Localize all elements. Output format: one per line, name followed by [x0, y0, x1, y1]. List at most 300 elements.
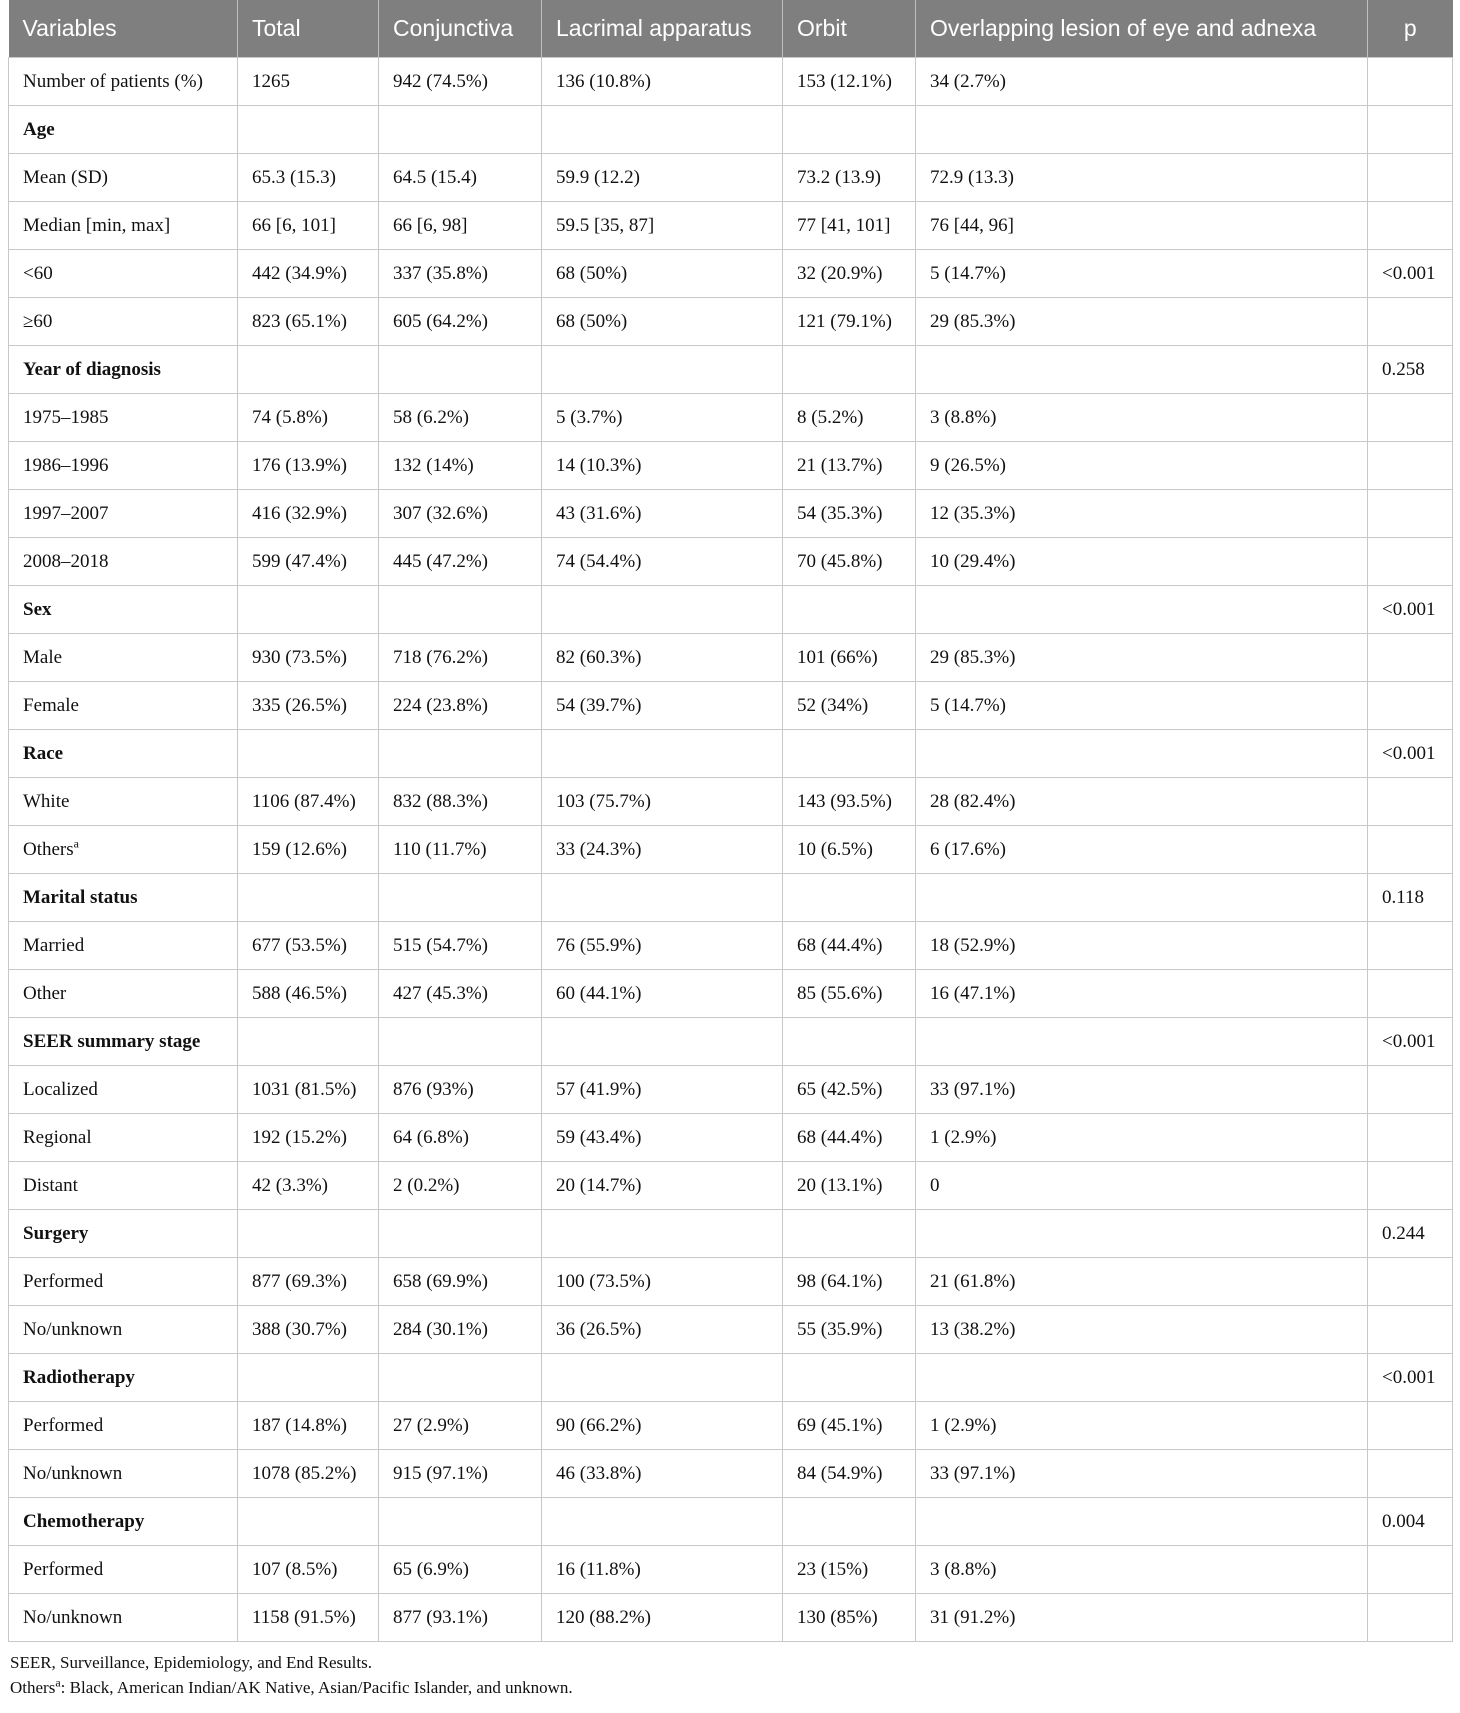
cell-lacrimal-apparatus: 20 (14.7%) — [542, 1162, 783, 1210]
section-row — [9, 586, 1453, 634]
cell-orbit: 55 (35.9%) — [783, 1306, 916, 1354]
cell-orbit: 84 (54.9%) — [783, 1450, 916, 1498]
cell-p-value: 0.118 — [1368, 874, 1453, 922]
cell-lacrimal-apparatus — [542, 346, 783, 394]
cell-p-value — [1368, 154, 1453, 202]
cell-total: 65.3 (15.3) — [238, 154, 379, 202]
cell-total — [238, 730, 379, 778]
cell-conjunctiva: 915 (97.1%) — [379, 1450, 542, 1498]
row-label — [9, 106, 238, 154]
cell-overlapping-lesion — [916, 1018, 1368, 1066]
cell-orbit: 32 (20.9%) — [783, 250, 916, 298]
header-lacrimal-apparatus: Lacrimal apparatus — [542, 0, 783, 58]
cell-orbit: 52 (34%) — [783, 682, 916, 730]
cell-conjunctiva: 605 (64.2%) — [379, 298, 542, 346]
table-row — [9, 1114, 1453, 1162]
cell-p-value — [1368, 298, 1453, 346]
cell-conjunctiva: 515 (54.7%) — [379, 922, 542, 970]
cell-conjunctiva: 942 (74.5%) — [379, 58, 542, 106]
cell-conjunctiva: 427 (45.3%) — [379, 970, 542, 1018]
cell-p-value — [1368, 970, 1453, 1018]
row-label — [9, 1546, 238, 1594]
cell-conjunctiva: 876 (93%) — [379, 1066, 542, 1114]
table-row — [9, 922, 1453, 970]
row-label-text: Performed — [23, 1558, 104, 1580]
table-row — [9, 490, 1453, 538]
section-row — [9, 1018, 1453, 1066]
cell-p-value: <0.001 — [1368, 1018, 1453, 1066]
cell-lacrimal-apparatus — [542, 1498, 783, 1546]
cell-conjunctiva: 58 (6.2%) — [379, 394, 542, 442]
table-row — [9, 1066, 1453, 1114]
cell-overlapping-lesion: 29 (85.3%) — [916, 298, 1368, 346]
cell-conjunctiva: 224 (23.8%) — [379, 682, 542, 730]
cell-overlapping-lesion: 3 (8.8%) — [916, 394, 1368, 442]
row-label — [9, 730, 238, 778]
cell-p-value — [1368, 922, 1453, 970]
table-row — [9, 298, 1453, 346]
cell-conjunctiva: 132 (14%) — [379, 442, 542, 490]
table-row — [9, 154, 1453, 202]
table-row — [9, 202, 1453, 250]
cell-lacrimal-apparatus — [542, 874, 783, 922]
cell-total — [238, 346, 379, 394]
row-label-text: Regional — [23, 1126, 92, 1148]
cell-p-value: <0.001 — [1368, 730, 1453, 778]
cell-overlapping-lesion — [916, 346, 1368, 394]
cell-conjunctiva — [379, 346, 542, 394]
cell-conjunctiva: 337 (35.8%) — [379, 250, 542, 298]
cell-lacrimal-apparatus: 33 (24.3%) — [542, 826, 783, 874]
cell-p-value: <0.001 — [1368, 586, 1453, 634]
cell-overlapping-lesion: 34 (2.7%) — [916, 58, 1368, 106]
table-footnotes — [8, 1650, 1452, 1700]
cell-orbit: 73.2 (13.9) — [783, 154, 916, 202]
header-overlapping-lesion: Overlapping lesion of eye and adnexa — [916, 0, 1368, 58]
cell-p-value: 0.244 — [1368, 1210, 1453, 1258]
row-label — [9, 778, 238, 826]
footnote-others-superscript: a — [55, 1675, 61, 1690]
cell-conjunctiva — [379, 1498, 542, 1546]
cell-total: 388 (30.7%) — [238, 1306, 379, 1354]
cell-total — [238, 1210, 379, 1258]
footnote-others-label: Others — [10, 1678, 56, 1697]
cell-conjunctiva — [379, 586, 542, 634]
row-label-text: Female — [23, 694, 79, 716]
row-label-text: Year of diagnosis — [23, 358, 161, 380]
row-label — [9, 250, 238, 298]
table-container — [8, 0, 1452, 1700]
cell-total: 416 (32.9%) — [238, 490, 379, 538]
table-row — [9, 682, 1453, 730]
row-label — [9, 1162, 238, 1210]
cell-lacrimal-apparatus: 16 (11.8%) — [542, 1546, 783, 1594]
cell-conjunctiva — [379, 730, 542, 778]
cell-lacrimal-apparatus: 5 (3.7%) — [542, 394, 783, 442]
cell-orbit — [783, 1354, 916, 1402]
row-label-text: No/unknown — [23, 1606, 123, 1628]
cell-lacrimal-apparatus: 14 (10.3%) — [542, 442, 783, 490]
cell-total — [238, 1498, 379, 1546]
cell-p-value — [1368, 106, 1453, 154]
cell-p-value — [1368, 538, 1453, 586]
row-label-text: Sex — [23, 598, 52, 620]
cell-total: 335 (26.5%) — [238, 682, 379, 730]
cell-orbit: 77 [41, 101] — [783, 202, 916, 250]
cell-conjunctiva: 284 (30.1%) — [379, 1306, 542, 1354]
cell-p-value — [1368, 1066, 1453, 1114]
cell-total — [238, 586, 379, 634]
row-label — [9, 874, 238, 922]
cell-lacrimal-apparatus: 59.5 [35, 87] — [542, 202, 783, 250]
cell-orbit — [783, 874, 916, 922]
row-label-text: Other — [23, 982, 67, 1004]
cell-p-value — [1368, 1594, 1453, 1642]
cell-conjunctiva: 832 (88.3%) — [379, 778, 542, 826]
cell-orbit: 20 (13.1%) — [783, 1162, 916, 1210]
cell-orbit — [783, 730, 916, 778]
table-row — [9, 442, 1453, 490]
row-label-superscript: a — [73, 836, 79, 851]
row-label-text: Performed — [23, 1414, 104, 1436]
cell-conjunctiva: 66 [6, 98] — [379, 202, 542, 250]
cell-p-value — [1368, 58, 1453, 106]
cell-orbit: 153 (12.1%) — [783, 58, 916, 106]
row-label — [9, 1450, 238, 1498]
cell-p-value — [1368, 1162, 1453, 1210]
cell-lacrimal-apparatus: 46 (33.8%) — [542, 1450, 783, 1498]
cell-total — [238, 1354, 379, 1402]
cell-p-value — [1368, 634, 1453, 682]
cell-overlapping-lesion: 12 (35.3%) — [916, 490, 1368, 538]
footnote-others — [10, 1675, 1452, 1700]
row-label-text: Male — [23, 646, 63, 668]
table-row — [9, 826, 1453, 874]
cell-overlapping-lesion — [916, 874, 1368, 922]
row-label — [9, 1498, 238, 1546]
row-label — [9, 826, 238, 874]
row-label-text: Performed — [23, 1270, 104, 1292]
cell-orbit — [783, 346, 916, 394]
cell-orbit: 65 (42.5%) — [783, 1066, 916, 1114]
cell-total: 187 (14.8%) — [238, 1402, 379, 1450]
header-conjunctiva: Conjunctiva — [379, 0, 542, 58]
cell-overlapping-lesion — [916, 1210, 1368, 1258]
cell-total: 588 (46.5%) — [238, 970, 379, 1018]
table-header — [9, 0, 1453, 58]
cell-conjunctiva: 64.5 (15.4) — [379, 154, 542, 202]
cell-lacrimal-apparatus: 36 (26.5%) — [542, 1306, 783, 1354]
cell-p-value — [1368, 1546, 1453, 1594]
row-label-text: 1997–2007 — [23, 502, 109, 524]
cell-conjunctiva: 27 (2.9%) — [379, 1402, 542, 1450]
cell-total: 42 (3.3%) — [238, 1162, 379, 1210]
cell-orbit — [783, 106, 916, 154]
cell-overlapping-lesion: 33 (97.1%) — [916, 1066, 1368, 1114]
cell-lacrimal-apparatus — [542, 1354, 783, 1402]
row-label — [9, 1306, 238, 1354]
cell-conjunctiva: 877 (93.1%) — [379, 1594, 542, 1642]
row-label-text: No/unknown — [23, 1318, 123, 1340]
row-label-text: Number of patients (%) — [23, 70, 203, 92]
cell-p-value — [1368, 442, 1453, 490]
cell-p-value — [1368, 1450, 1453, 1498]
cell-p-value — [1368, 1402, 1453, 1450]
cell-total: 176 (13.9%) — [238, 442, 379, 490]
cell-orbit: 21 (13.7%) — [783, 442, 916, 490]
table-row — [9, 58, 1453, 106]
row-label-text: Married — [23, 934, 85, 956]
cell-overlapping-lesion: 1 (2.9%) — [916, 1114, 1368, 1162]
cell-total: 1106 (87.4%) — [238, 778, 379, 826]
table-row — [9, 1450, 1453, 1498]
cell-orbit — [783, 1018, 916, 1066]
cell-overlapping-lesion — [916, 730, 1368, 778]
cell-lacrimal-apparatus: 120 (88.2%) — [542, 1594, 783, 1642]
cell-total: 159 (12.6%) — [238, 826, 379, 874]
cell-orbit: 130 (85%) — [783, 1594, 916, 1642]
header-row — [9, 0, 1453, 58]
cell-overlapping-lesion: 29 (85.3%) — [916, 634, 1368, 682]
cell-p-value — [1368, 682, 1453, 730]
row-label — [9, 1066, 238, 1114]
row-label — [9, 154, 238, 202]
cell-lacrimal-apparatus — [542, 1210, 783, 1258]
cell-lacrimal-apparatus: 76 (55.9%) — [542, 922, 783, 970]
row-label-text: 1986–1996 — [23, 454, 109, 476]
patient-characteristics-table — [8, 0, 1453, 1642]
table-row — [9, 778, 1453, 826]
header-p-value: p — [1368, 0, 1453, 58]
cell-overlapping-lesion: 1 (2.9%) — [916, 1402, 1368, 1450]
cell-overlapping-lesion: 5 (14.7%) — [916, 682, 1368, 730]
cell-p-value — [1368, 778, 1453, 826]
cell-lacrimal-apparatus: 57 (41.9%) — [542, 1066, 783, 1114]
header-orbit: Orbit — [783, 0, 916, 58]
table-row — [9, 970, 1453, 1018]
cell-orbit: 85 (55.6%) — [783, 970, 916, 1018]
cell-lacrimal-apparatus: 60 (44.1%) — [542, 970, 783, 1018]
cell-total: 930 (73.5%) — [238, 634, 379, 682]
row-label — [9, 58, 238, 106]
table-row — [9, 394, 1453, 442]
cell-lacrimal-apparatus: 54 (39.7%) — [542, 682, 783, 730]
row-label — [9, 346, 238, 394]
cell-lacrimal-apparatus: 59.9 (12.2) — [542, 154, 783, 202]
cell-overlapping-lesion: 16 (47.1%) — [916, 970, 1368, 1018]
table-row — [9, 1546, 1453, 1594]
cell-p-value — [1368, 1306, 1453, 1354]
row-label-text: Median [min, max] — [23, 214, 171, 236]
cell-total — [238, 106, 379, 154]
cell-overlapping-lesion: 13 (38.2%) — [916, 1306, 1368, 1354]
cell-orbit — [783, 1498, 916, 1546]
cell-orbit: 143 (93.5%) — [783, 778, 916, 826]
row-label — [9, 202, 238, 250]
cell-overlapping-lesion: 33 (97.1%) — [916, 1450, 1368, 1498]
cell-conjunctiva: 2 (0.2%) — [379, 1162, 542, 1210]
row-label-text: Radiotherapy — [23, 1366, 135, 1388]
row-label — [9, 394, 238, 442]
cell-conjunctiva: 445 (47.2%) — [379, 538, 542, 586]
row-label — [9, 682, 238, 730]
cell-total — [238, 874, 379, 922]
cell-p-value: 0.004 — [1368, 1498, 1453, 1546]
cell-total: 823 (65.1%) — [238, 298, 379, 346]
row-label — [9, 490, 238, 538]
cell-conjunctiva — [379, 1354, 542, 1402]
row-label — [9, 1114, 238, 1162]
cell-lacrimal-apparatus: 103 (75.7%) — [542, 778, 783, 826]
cell-p-value — [1368, 490, 1453, 538]
cell-orbit: 98 (64.1%) — [783, 1258, 916, 1306]
cell-lacrimal-apparatus: 59 (43.4%) — [542, 1114, 783, 1162]
cell-overlapping-lesion — [916, 1354, 1368, 1402]
cell-conjunctiva: 65 (6.9%) — [379, 1546, 542, 1594]
cell-overlapping-lesion: 72.9 (13.3) — [916, 154, 1368, 202]
cell-conjunctiva: 718 (76.2%) — [379, 634, 542, 682]
table-row — [9, 538, 1453, 586]
cell-total: 442 (34.9%) — [238, 250, 379, 298]
row-label-text: <60 — [23, 262, 53, 284]
footnote-others-text: : Black, American Indian/AK Native, Asian/Pacific Islander, and unknown. — [60, 1678, 573, 1697]
header-total: Total — [238, 0, 379, 58]
row-label-text: SEER summary stage — [23, 1030, 201, 1052]
cell-overlapping-lesion — [916, 106, 1368, 154]
cell-lacrimal-apparatus: 136 (10.8%) — [542, 58, 783, 106]
cell-lacrimal-apparatus: 68 (50%) — [542, 298, 783, 346]
row-label-text: Marital status — [23, 886, 138, 908]
section-row — [9, 1210, 1453, 1258]
cell-orbit: 101 (66%) — [783, 634, 916, 682]
cell-overlapping-lesion: 6 (17.6%) — [916, 826, 1368, 874]
cell-orbit: 69 (45.1%) — [783, 1402, 916, 1450]
cell-total: 599 (47.4%) — [238, 538, 379, 586]
row-label-text: Localized — [23, 1078, 98, 1100]
table-row — [9, 250, 1453, 298]
cell-total: 74 (5.8%) — [238, 394, 379, 442]
cell-overlapping-lesion — [916, 586, 1368, 634]
row-label — [9, 1018, 238, 1066]
section-row — [9, 346, 1453, 394]
section-row — [9, 1498, 1453, 1546]
cell-overlapping-lesion — [916, 1498, 1368, 1546]
cell-overlapping-lesion: 3 (8.8%) — [916, 1546, 1368, 1594]
row-label-text: Surgery — [23, 1222, 89, 1244]
cell-orbit: 70 (45.8%) — [783, 538, 916, 586]
cell-orbit: 68 (44.4%) — [783, 1114, 916, 1162]
cell-overlapping-lesion: 76 [44, 96] — [916, 202, 1368, 250]
row-label — [9, 970, 238, 1018]
cell-overlapping-lesion: 18 (52.9%) — [916, 922, 1368, 970]
cell-conjunctiva: 64 (6.8%) — [379, 1114, 542, 1162]
row-label — [9, 634, 238, 682]
cell-p-value: 0.258 — [1368, 346, 1453, 394]
section-row — [9, 1354, 1453, 1402]
row-label — [9, 538, 238, 586]
cell-orbit — [783, 586, 916, 634]
cell-total: 66 [6, 101] — [238, 202, 379, 250]
cell-overlapping-lesion: 9 (26.5%) — [916, 442, 1368, 490]
cell-orbit — [783, 1210, 916, 1258]
row-label-text: Age — [23, 118, 55, 140]
cell-overlapping-lesion: 5 (14.7%) — [916, 250, 1368, 298]
section-row — [9, 874, 1453, 922]
cell-lacrimal-apparatus: 90 (66.2%) — [542, 1402, 783, 1450]
table-row — [9, 1306, 1453, 1354]
row-label — [9, 298, 238, 346]
cell-conjunctiva — [379, 1210, 542, 1258]
row-label-text: 1975–1985 — [23, 406, 109, 428]
header-variables: Variables — [9, 0, 238, 58]
row-label — [9, 1258, 238, 1306]
cell-lacrimal-apparatus: 68 (50%) — [542, 250, 783, 298]
row-label — [9, 1354, 238, 1402]
row-label — [9, 1210, 238, 1258]
cell-p-value — [1368, 826, 1453, 874]
cell-orbit: 121 (79.1%) — [783, 298, 916, 346]
cell-total: 677 (53.5%) — [238, 922, 379, 970]
cell-total: 192 (15.2%) — [238, 1114, 379, 1162]
table-row — [9, 1402, 1453, 1450]
table-row — [9, 1162, 1453, 1210]
cell-conjunctiva — [379, 1018, 542, 1066]
cell-total: 1078 (85.2%) — [238, 1450, 379, 1498]
cell-conjunctiva: 307 (32.6%) — [379, 490, 542, 538]
cell-lacrimal-apparatus: 74 (54.4%) — [542, 538, 783, 586]
cell-orbit: 8 (5.2%) — [783, 394, 916, 442]
row-label-text: Others — [23, 838, 74, 860]
cell-lacrimal-apparatus — [542, 1018, 783, 1066]
section-row — [9, 730, 1453, 778]
cell-overlapping-lesion: 0 — [916, 1162, 1368, 1210]
row-label-text: Race — [23, 742, 64, 764]
row-label-text: 2008–2018 — [23, 550, 109, 572]
cell-lacrimal-apparatus — [542, 730, 783, 778]
cell-orbit: 68 (44.4%) — [783, 922, 916, 970]
row-label — [9, 922, 238, 970]
row-label-text: ≥60 — [23, 310, 53, 332]
table-row — [9, 1258, 1453, 1306]
row-label-text: Mean (SD) — [23, 166, 108, 188]
cell-overlapping-lesion: 28 (82.4%) — [916, 778, 1368, 826]
cell-orbit: 54 (35.3%) — [783, 490, 916, 538]
cell-total — [238, 1018, 379, 1066]
cell-p-value: <0.001 — [1368, 1354, 1453, 1402]
cell-p-value — [1368, 1258, 1453, 1306]
cell-lacrimal-apparatus: 43 (31.6%) — [542, 490, 783, 538]
cell-total: 107 (8.5%) — [238, 1546, 379, 1594]
row-label-text: Distant — [23, 1174, 78, 1196]
cell-p-value — [1368, 202, 1453, 250]
row-label — [9, 586, 238, 634]
cell-lacrimal-apparatus: 100 (73.5%) — [542, 1258, 783, 1306]
cell-p-value — [1368, 1114, 1453, 1162]
cell-lacrimal-apparatus — [542, 586, 783, 634]
cell-orbit: 10 (6.5%) — [783, 826, 916, 874]
cell-overlapping-lesion: 31 (91.2%) — [916, 1594, 1368, 1642]
row-label — [9, 1402, 238, 1450]
cell-total: 1031 (81.5%) — [238, 1066, 379, 1114]
cell-total: 1265 — [238, 58, 379, 106]
table-body — [9, 58, 1453, 1642]
cell-overlapping-lesion: 10 (29.4%) — [916, 538, 1368, 586]
cell-orbit: 23 (15%) — [783, 1546, 916, 1594]
table-row — [9, 634, 1453, 682]
cell-p-value — [1368, 394, 1453, 442]
row-label-text: No/unknown — [23, 1462, 123, 1484]
cell-conjunctiva — [379, 106, 542, 154]
